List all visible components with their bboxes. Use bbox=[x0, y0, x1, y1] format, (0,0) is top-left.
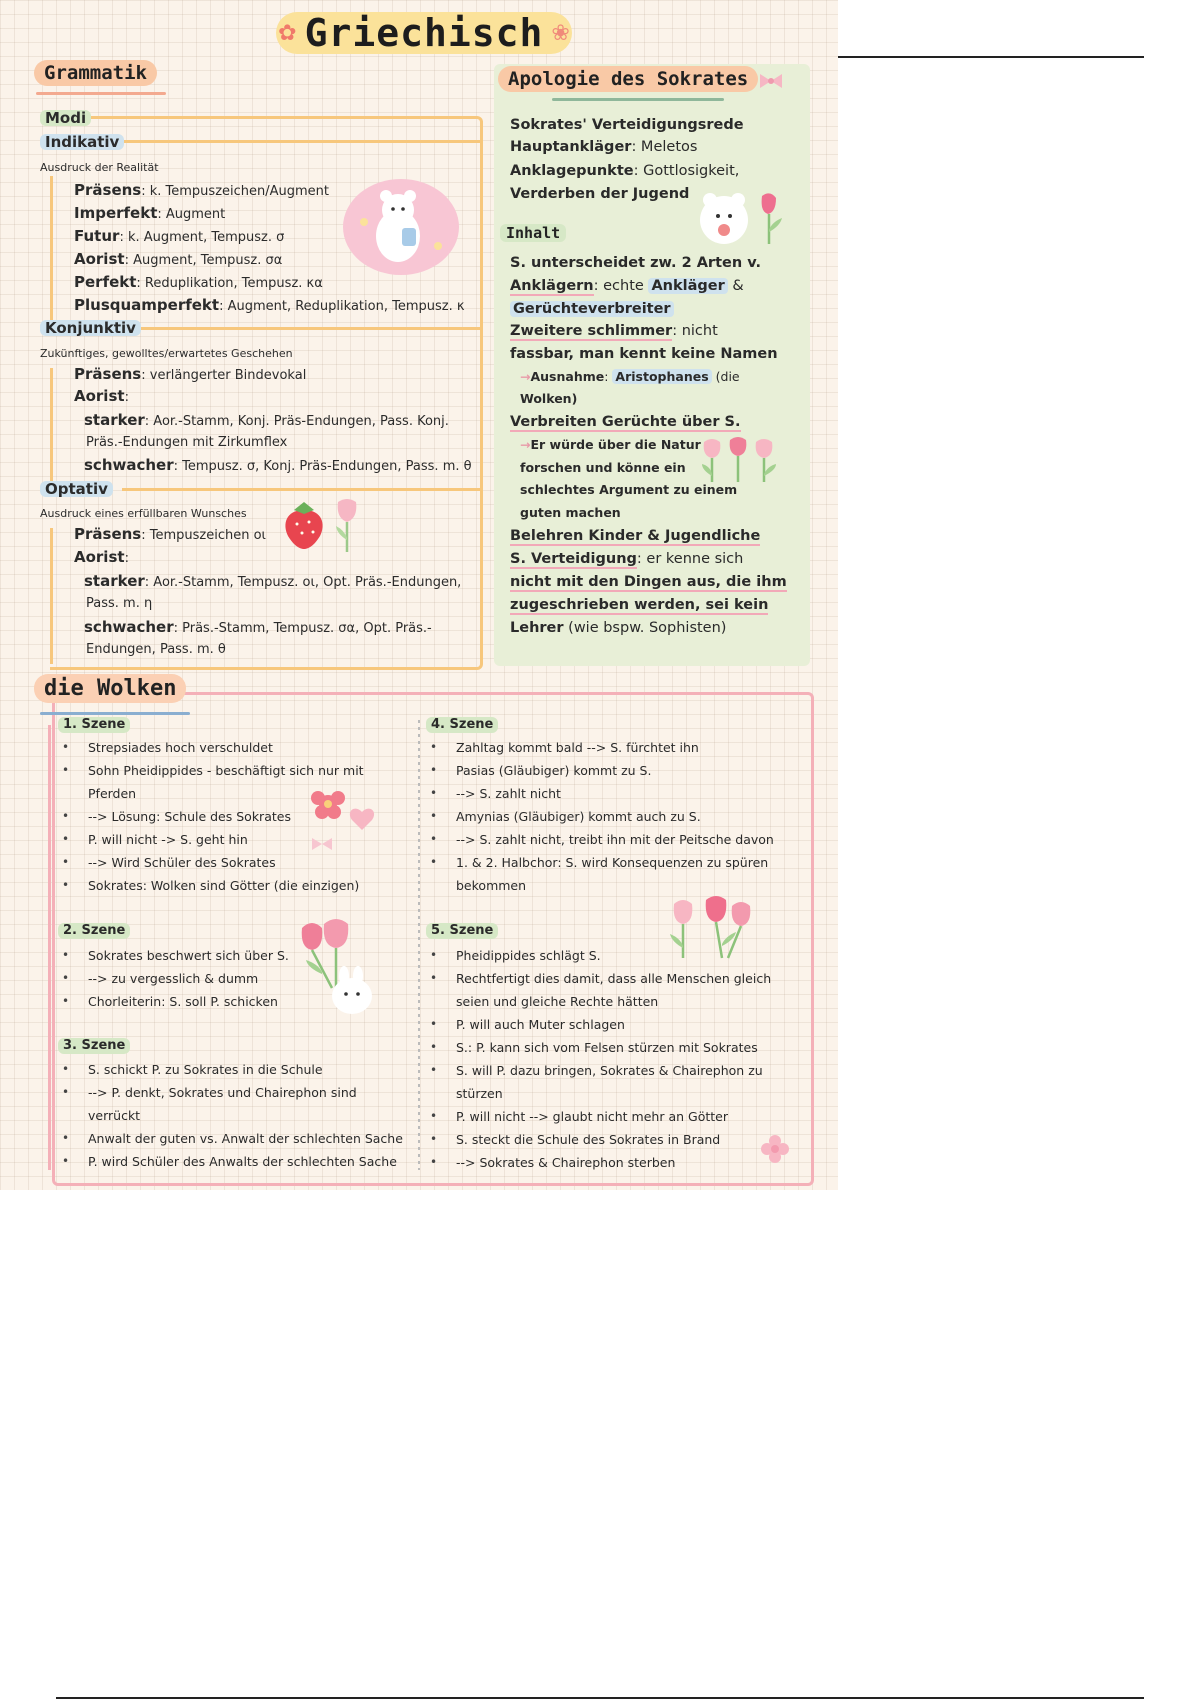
list-item: P. will nicht --> glaubt nicht mehr an Götter bbox=[456, 1109, 728, 1124]
apo-line-4: Verderben der Jugend bbox=[510, 186, 690, 202]
apo-content-10: forschen und könne ein bbox=[520, 460, 686, 475]
apo-content-3: Gerüchteverbreiter bbox=[510, 300, 674, 318]
apo-line-2: Hauptankläger: Meletos bbox=[510, 139, 698, 155]
list-item: Sohn Pheidippides - beschäftigt sich nur mit bbox=[88, 763, 364, 778]
flower-heart-icon bbox=[300, 786, 384, 856]
bear-sticker-icon bbox=[340, 176, 462, 278]
list-item: --> zu vergesslich & dumm bbox=[88, 971, 259, 986]
opt-starker: starker: Aor.-Stamm, Tempusz. οι, Opt. Präs.-Endungen, bbox=[84, 572, 462, 590]
bullet-icon: • bbox=[62, 1131, 70, 1145]
apo-content-7: Wolken) bbox=[520, 391, 578, 406]
opt-praesens: Präsens: Tempuszeichen οι bbox=[74, 525, 266, 543]
list-item: --> Wird Schüler des Sokrates bbox=[88, 855, 276, 870]
bullet-icon: • bbox=[430, 1109, 438, 1123]
apo-content-16: zugeschrieben werden, sei kein bbox=[510, 597, 769, 613]
apo-content-14: S. Verteidigung: er kenne sich bbox=[510, 551, 744, 567]
apo-content-17: Lehrer (wie bspw. Sophisten) bbox=[510, 620, 727, 636]
divider bbox=[50, 368, 53, 486]
bullet-icon: • bbox=[430, 832, 438, 846]
apo-content-9: →Er würde über die Natur bbox=[520, 437, 701, 452]
strawberry-icon bbox=[282, 500, 326, 550]
list-item: Pasias (Gläubiger) kommt zu S. bbox=[456, 763, 652, 778]
list-item: Anwalt der guten vs. Anwalt der schlechten Sache bbox=[88, 1131, 403, 1146]
section-title-grammatik: Grammatik bbox=[34, 60, 157, 86]
konj-starker: starker: Aor.-Stamm, Konj. Präs-Endungen, Pass. Konj. bbox=[84, 411, 449, 429]
apo-content-8: Verbreiten Gerüchte über S. bbox=[510, 414, 741, 430]
list-item: Chorleiterin: S. soll P. schicken bbox=[88, 994, 278, 1009]
bullet-icon: • bbox=[62, 809, 70, 823]
bullet-icon: • bbox=[62, 878, 70, 892]
apo-content-15: nicht mit den Dingen aus, die ihm bbox=[510, 574, 787, 590]
row-plusquamperfekt: Plusquamperfekt: Augment, Reduplikation, Tempusz. κ bbox=[74, 296, 465, 314]
list-item: Sokrates: Wolken sind Götter (die einzigen) bbox=[88, 878, 360, 893]
bullet-icon: • bbox=[62, 855, 70, 869]
header-rule bbox=[838, 56, 1144, 58]
bullet-icon: • bbox=[430, 1040, 438, 1054]
bullet-icon: • bbox=[62, 994, 70, 1008]
tulip-icon bbox=[332, 496, 362, 554]
list-item: S. schickt P. zu Sokrates in die Schule bbox=[88, 1062, 323, 1077]
apo-content-4: Zweitere schlimmer: nicht bbox=[510, 323, 718, 339]
apo-content-11: schlechtes Argument zu einem bbox=[520, 482, 738, 497]
section-title-wolken: die Wolken bbox=[34, 674, 186, 703]
label-indikativ: Indikativ bbox=[40, 134, 124, 150]
apo-line-1: Sokrates' Verteidigungsrede bbox=[510, 117, 744, 133]
bullet-icon: • bbox=[430, 809, 438, 823]
divider bbox=[122, 140, 482, 143]
tulips-icon bbox=[666, 896, 766, 962]
list-item: Pferden bbox=[88, 786, 137, 801]
list-item: Zahltag kommt bald --> S. fürchtet ihn bbox=[456, 740, 699, 755]
list-item: P. wird Schüler des Anwalts der schlechten Sache bbox=[88, 1154, 397, 1169]
list-item: verrückt bbox=[88, 1108, 141, 1123]
list-item: P. will nicht -> S. geht hin bbox=[88, 832, 248, 847]
konj-schwacher: schwacher: Tempusz. σ, Konj. Präs-Endungen, Pass. m. θ bbox=[84, 456, 472, 474]
apo-content-5: fassbar, man kennt keine Namen bbox=[510, 346, 778, 362]
bullet-icon: • bbox=[62, 1085, 70, 1099]
list-item: S. will P. dazu bringen, Sokrates & Chairephon zu bbox=[456, 1063, 763, 1078]
bullet-icon: • bbox=[62, 1154, 70, 1168]
konj-aorist: Aorist: bbox=[74, 387, 129, 405]
scene-4-title: 4. Szene bbox=[426, 717, 498, 733]
bullet-icon: • bbox=[430, 1063, 438, 1077]
list-item: S. steckt die Schule des Sokrates in Brand bbox=[456, 1132, 721, 1147]
divider bbox=[50, 176, 53, 326]
scene-2-title: 2. Szene bbox=[58, 923, 130, 939]
list-item: Amynias (Gläubiger) kommt auch zu S. bbox=[456, 809, 701, 824]
list-item: stürzen bbox=[456, 1086, 503, 1101]
row-imperfekt: Imperfekt: Augment bbox=[74, 204, 226, 222]
bullet-icon: • bbox=[430, 971, 438, 985]
bullet-icon: • bbox=[62, 740, 70, 754]
list-item: --> S. zahlt nicht bbox=[456, 786, 561, 801]
list-item: Strepsiades hoch verschuldet bbox=[88, 740, 273, 755]
label-optativ: Optativ bbox=[40, 481, 113, 497]
bullet-icon: • bbox=[62, 832, 70, 846]
divider bbox=[122, 488, 482, 491]
divider bbox=[122, 327, 482, 330]
list-item: seien und gleiche Rechte hätten bbox=[456, 994, 659, 1009]
list-item: 1. & 2. Halbchor: S. wird Konsequenzen zu spüren bbox=[456, 855, 769, 870]
bullet-icon: • bbox=[62, 1062, 70, 1076]
apo-content-13: Belehren Kinder & Jugendliche bbox=[510, 528, 761, 544]
opt-aorist: Aorist: bbox=[74, 548, 129, 566]
opt-schwacher: schwacher: Präs.-Stamm, Tempusz. σα, Opt. Präs.- bbox=[84, 618, 432, 636]
label-modi: Modi bbox=[40, 110, 91, 126]
apo-content-1: S. unterscheidet zw. 2 Arten v. bbox=[510, 255, 761, 271]
bow-icon bbox=[758, 72, 784, 90]
bullet-icon: • bbox=[430, 948, 438, 962]
tulips-icon bbox=[698, 436, 784, 484]
sparkle-flower-icon bbox=[760, 1134, 790, 1164]
scene-1-title: 1. Szene bbox=[58, 717, 130, 733]
divider bbox=[48, 725, 51, 1170]
scene-3-title: 3. Szene bbox=[58, 1038, 130, 1054]
list-item: Pheidippides schlägt S. bbox=[456, 948, 601, 963]
page-title: Griechisch bbox=[304, 11, 544, 55]
konj-starker-cont: Präs.-Endungen mit Zirkumflex bbox=[86, 435, 288, 450]
list-item: S.: P. kann sich vom Felsen stürzen mit Sokrates bbox=[456, 1040, 758, 1055]
bullet-icon: • bbox=[62, 763, 70, 777]
list-item: P. will auch Muter schlagen bbox=[456, 1017, 625, 1032]
desc-optativ: Ausdruck eines erfüllbaren Wunsches bbox=[40, 507, 247, 520]
row-perfekt: Perfekt: Reduplikation, Tempusz. κα bbox=[74, 273, 323, 291]
opt-starker-cont: Pass. m. η bbox=[86, 596, 153, 611]
list-item: --> P. denkt, Sokrates und Chairephon sind bbox=[88, 1085, 357, 1100]
apo-content-2: Anklägern: echte Ankläger & bbox=[510, 278, 744, 294]
apo-line-3: Anklagepunkte: Gottlosigkeit, bbox=[510, 163, 740, 179]
bear-flower-sticker-icon bbox=[692, 186, 784, 246]
apo-content-6: →Ausnahme: Aristophanes (die bbox=[520, 369, 740, 384]
notes-sheet bbox=[0, 0, 838, 1190]
row-praesens: Präsens: k. Tempuszeichen/Augment bbox=[74, 181, 330, 199]
underline-decoration bbox=[40, 712, 190, 715]
bullet-icon: • bbox=[430, 740, 438, 754]
bullet-icon: • bbox=[62, 948, 70, 962]
bullet-icon: • bbox=[430, 786, 438, 800]
list-item: --> Sokrates & Chairephon sterben bbox=[456, 1155, 676, 1170]
desc-indikativ: Ausdruck der Realität bbox=[40, 161, 159, 174]
bullet-icon: • bbox=[430, 1132, 438, 1146]
list-item: --> Lösung: Schule des Sokrates bbox=[88, 809, 291, 824]
divider bbox=[50, 528, 53, 664]
label-inhalt: Inhalt bbox=[500, 224, 566, 242]
flower-icon: ✿ bbox=[278, 20, 297, 46]
label-konjunktiv: Konjunktiv bbox=[40, 320, 141, 336]
column-divider bbox=[418, 720, 420, 1170]
list-item: Sokrates beschwert sich über S. bbox=[88, 948, 289, 963]
opt-schwacher-cont: Endungen, Pass. m. θ bbox=[86, 642, 226, 657]
bullet-icon: • bbox=[430, 855, 438, 869]
scene-5-title: 5. Szene bbox=[426, 923, 498, 939]
underline-decoration bbox=[552, 98, 724, 101]
apo-content-12: guten machen bbox=[520, 505, 621, 520]
konj-praesens: Präsens: verlängerter Bindevokal bbox=[74, 365, 307, 383]
bullet-icon: • bbox=[62, 971, 70, 985]
bullet-icon: • bbox=[430, 1017, 438, 1031]
tulip-icon: ❀ bbox=[551, 20, 570, 46]
footer-rule bbox=[56, 1697, 1144, 1699]
bunny-tulip-icon bbox=[292, 918, 382, 1022]
desc-konjunktiv: Zukünftiges, gewolltes/erwartetes Geschehen bbox=[40, 347, 293, 360]
list-item: --> S. zahlt nicht, treibt ihn mit der Peitsche davon bbox=[456, 832, 774, 847]
row-futur: Futur: k. Augment, Tempusz. σ bbox=[74, 227, 285, 245]
list-item: Rechtfertigt dies damit, dass alle Menschen gleich bbox=[456, 971, 772, 986]
list-item: bekommen bbox=[456, 878, 527, 893]
section-title-apologie: Apologie des Sokrates bbox=[498, 66, 758, 92]
underline-decoration bbox=[36, 92, 166, 95]
title-banner bbox=[276, 12, 572, 54]
row-aorist: Aorist: Augment, Tempusz. σα bbox=[74, 250, 283, 268]
bullet-icon: • bbox=[430, 1155, 438, 1169]
bullet-icon: • bbox=[430, 763, 438, 777]
